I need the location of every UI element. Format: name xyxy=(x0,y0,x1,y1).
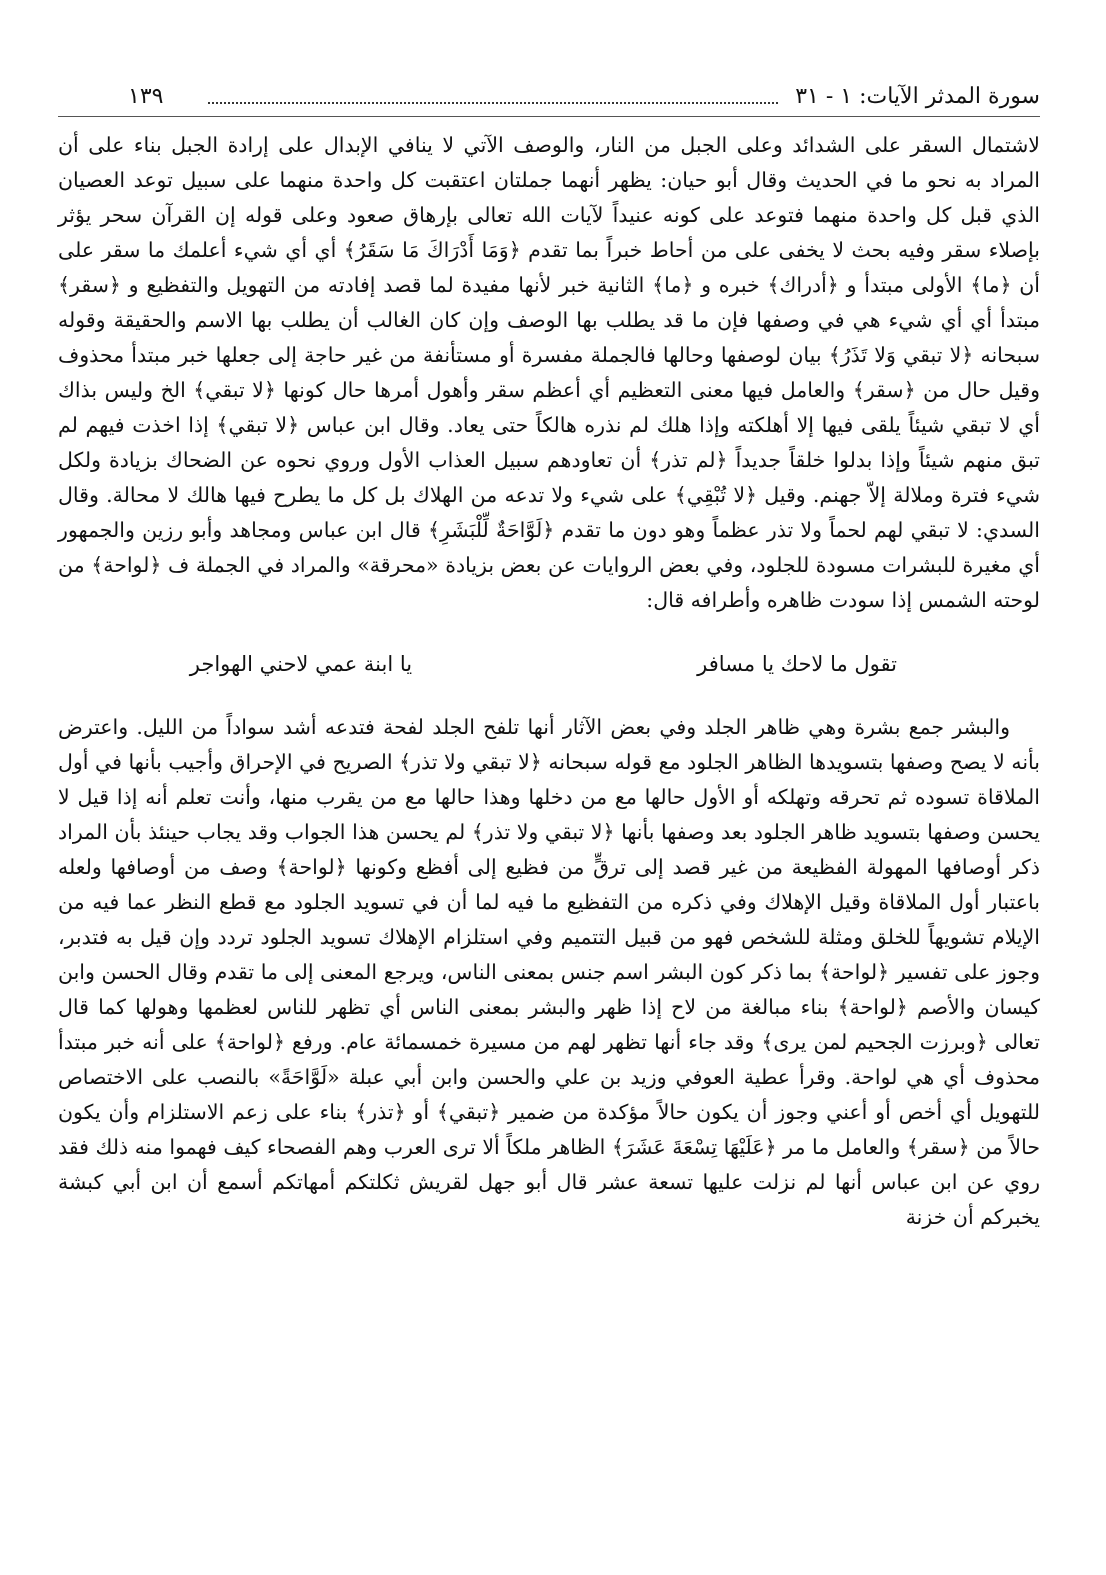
paragraph-1: لاشتمال السقر على الشدائد وعلى الجبل من النار، والوصف الآتي لا ينافي الإبدال على إرادة الجبل بناء على أن المراد به نحو ما في الحديث وقال أبو حيان: يظهر أنهما جملتان اعتقبت كل واحدة منهما على سبيل توعد العصيان الذي قبل كل واحدة منهما فتوعد على كونه عنيداً لآيات الله تعالى بإرهاق صعود وعلى قوله إن القرآن سحر يؤثر بإصلاء سقر وفيه بحث لا يخفى على من أحاط خبراً بما تقدم ﴿وَمَا أَدْرَاكَ مَا سَقَرُ﴾ أي أي شيء أعلمك ما سقر على أن ﴿ما﴾ الأولى مبتدأ و ﴿أدراك﴾ خبره و ﴿ما﴾ الثانية خبر لأنها مفيدة لما قصد إفادته من التهويل والتفظيع و ﴿سقر﴾ مبتدأ أي أي شيء هي في وصفها فإن ما قد يطلب بها الوصف وإن كان الغالب أن يطلب بها الاسم والحقيقة وقوله سبحانه ﴿لا تبقي وَلا تَذَرُ﴾ بيان لوصفها وحالها فالجملة مفسرة أو مستأنفة من غير حاجة إلى جعلها خبر مبتدأ محذوف وقيل حال من ﴿سقر﴾ والعامل فيها معنى التعظيم أي أعظم سقر وأهول أمرها حال كونها ﴿لا تبقي﴾ الخ وليس بذاك أي لا تبقي شيئاً يلقى فيها إلا أهلكته وإذا هلك لم نذره هالكاً حتى يعاد. وقال ابن عباس ﴿لا تبقي﴾ إذا اخذت فيهم لم تبق منهم شيئاً وإذا بدلوا خلقاً جديداً ﴿لم تذر﴾ أن تعاودهم سبيل العذاب الأول وروي نحوه عن الضحاك بزيادة ولكل شيء فترة وملالة إلاّ جهنم. وقيل ﴿لا تُبْقِي﴾ على شيء ولا تدعه من الهلاك بل كل ما يطرح فيها هالك لا محالة. وقال السدي: لا تبقي لهم لحماً ولا تذر عظماً وهو دون ما تقدم ﴿لَوَّاحَةٌ لِّلْبَشَرِ﴾ قال ابن عباس ومجاهد وأبو رزين والجمهور أي مغيرة للبشرات مسودة للجلود، وفي بعض الروايات عن بعض بزيادة «محرقة» والمراد في الجملة ف ﴿لواحة﴾ من لوحته الشمس إذا سودت ظاهره وأطرافه قال: xyxy=(58,133,1040,612)
main-text-continued xyxy=(58,710,1040,1235)
page-number: ١٣٩ xyxy=(128,84,164,109)
verse-second-hemistich: يا ابنة عمي لاحني الهواجر xyxy=(189,652,413,676)
paragraph-2: والبشر جمع بشرة وهي ظاهر الجلد وفي بعض الآثار أنها تلفح الجلد لفحة فتدعه أشد سواداً من الليل. واعترض بأنه لا يصح وصفها بتسويدها الظاهر الجلود مع قوله سبحانه ﴿لا تبقي ولا تذر﴾ الصريح في الإحراق وأجيب بأنها في أول الملاقاة تسوده ثم تحرقه وتهلكه أو الأول حالها مع من دخلها وهذا حالها مع من يقرب منها، وأنت تعلم أنه إذا قيل لا يحسن وصفها بتسويد ظاهر الجلود بعد وصفها بأنها ﴿لا تبقي ولا تذر﴾ لم يحسن هذا الجواب وقد يجاب حينئذ بأن المراد ذكر أوصافها المهولة الفظيعة من غير قصد إلى ترقٍّ من فظيع إلى أفظع وكونها ﴿لواحة﴾ وصف من أوصافها ولعله باعتبار أول الملاقاة وقيل الإهلاك وفي ذكره من التفظيع ما فيه لما أن في تسويد الجلود مع قطع النظر عما فيه من الإيلام تشويهاً للخلق ومثلة للشخص فهو من قبيل التتميم وفي استلزام الإهلاك تسويد الجلود تردد وإن قيل به فتدبر، وجوز على تفسير ﴿لواحة﴾ بما ذكر كون البشر اسم جنس بمعنى الناس، ويرجع المعنى إلى ما تقدم وقال الحسن وابن كيسان والأصم ﴿لواحة﴾ بناء مبالغة من لاح إذا ظهر والبشر بمعنى الناس أي تظهر للناس لعظمها وهولها كما قال تعالى ﴿وبرزت الجحيم لمن يرى﴾ وقد جاء أنها تظهر لهم من مسيرة خمسمائة عام. ورفع ﴿لواحة﴾ على أنه خبر مبتدأ محذوف أي هي لواحة. وقرأ عطية العوفي وزيد بن علي والحسن وابن أبي عبلة «لَوَّاحَةً» بالنصب على الاختصاص للتهويل أي أخص أو أعني وجوز أن يكون حالاً مؤكدة من ضمير ﴿تبقي﴾ أو ﴿تذر﴾ بناء على زعم الاستلزام وأن يكون حالاً من ﴿سقر﴾ والعامل ما مر ﴿عَلَيْهَا تِسْعَةَ عَشَرَ﴾ الظاهر ملكاً ألا ترى العرب وهم الفصحاء كيف فهموا منه ذلك فقد روي عن ابن عباس أنها لم نزلت عليها تسعة عشر قال أبو جهل لقريش ثكلتكم أمهاتكم أسمع أن ابن أبي كبشة يخبركم أن خزنة xyxy=(58,715,1040,1229)
page-header xyxy=(58,78,1040,116)
poetry-verse xyxy=(98,644,1000,684)
main-text xyxy=(58,128,1040,618)
book-page xyxy=(58,78,1040,1235)
header-rule xyxy=(58,116,1040,117)
verse-first-hemistich: تقول ما لاحك يا مسافر xyxy=(697,652,897,676)
leader-dots xyxy=(208,82,778,104)
running-title: سورة المدثر الآيات: ١ - ٣١ xyxy=(795,84,1040,109)
